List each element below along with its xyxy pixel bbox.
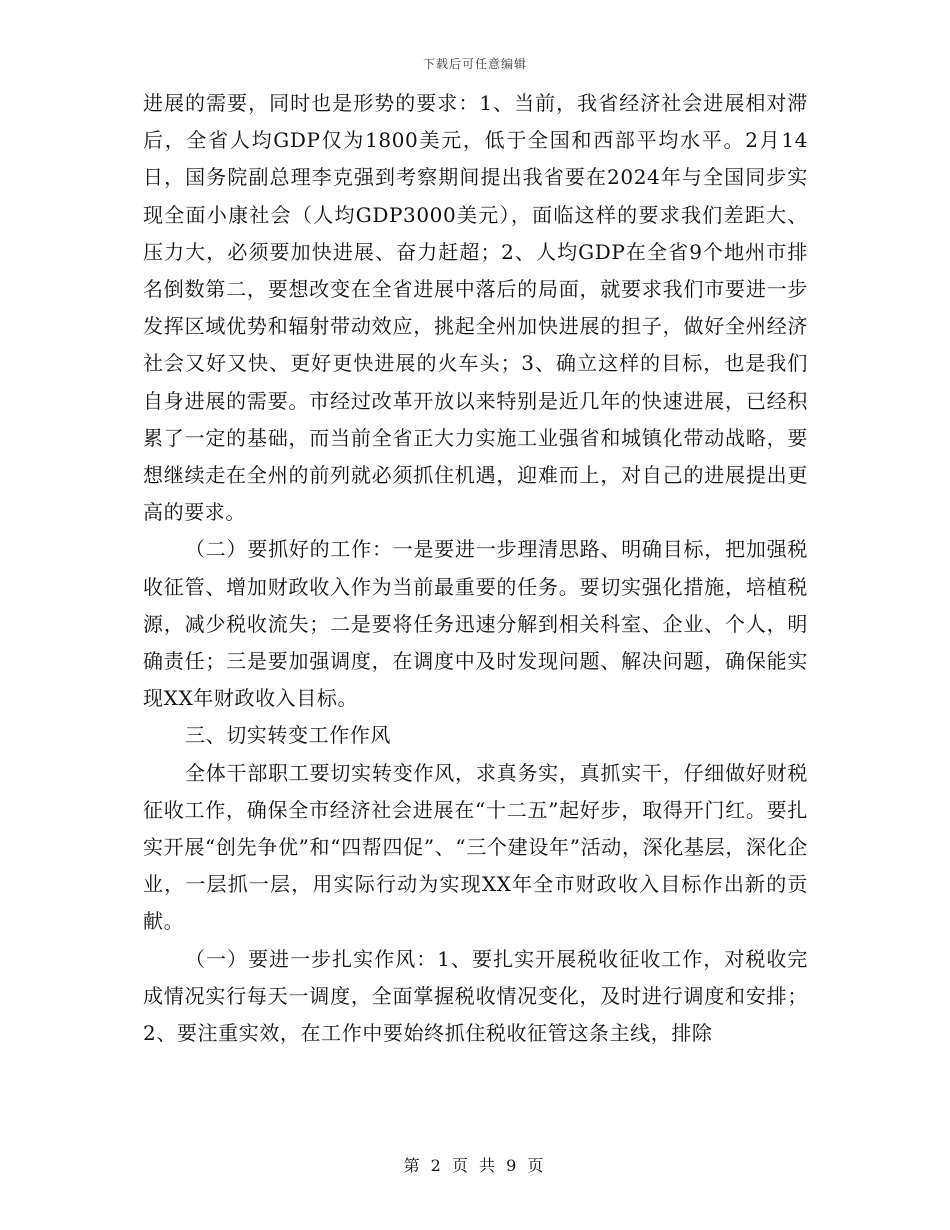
- paragraph-solid-style: （一）要进一步扎实作风：1、要扎实开展税收征收工作，对税收完成情况实行每天一调度，全面掌握税收情况变化，及时进行调度和安排；2、要注重实效，在工作中要始终抓住税收征管这条主线，排除: [143, 946, 808, 1046]
- paragraph-key-work: （二）要抓好的工作：一是要进一步理清思路、明确目标，把加强税收征管、增加财政收入作为当前最重要的任务。要切实强化措施，培植税源，减少税收流失；二是要将任务迅速分解到相关科室、企业、个人，明确责任；三是要加强调度，在调度中及时发现问题、解决问题，确保能实现XX年财政收入目标。: [143, 537, 808, 711]
- paragraph-development-needs: 进展的需要，同时也是形势的要求：1、当前，我省经济社会进展相对滞后，全省人均GDP仅为1800美元，低于全国和西部平均水平。2月14日，国务院副总理李克强到考察期间提出我省要在2024年与全国同步实现全面小康社会（人均GDP3000美元），面临这样的要求我们差距大、压力大，必须要加快进展、奋力赶超；2、人均GDP在全省9个地州市排名倒数第二，要想改变在全省进展中落后的局面，就要求我们市要进一步发挥区域优势和辐射带动效应，挑起全州加快进展的担子，做好全州经济社会又好又快、更好更快进展的火车头；3、确立这样的目标，也是我们自身进展的需要。市经过改革开放以来特别是近几年的快速进展，已经积累了一定的基础，而当前全省正大力实施工业强省和城镇化带动战略，要想继续走在全州的前列就必须抓住机遇，迎难而上，对自己的进展提出更高的要求。: [143, 91, 808, 525]
- document-body: [143, 85, 808, 1052]
- header-note: 下载后可任意编辑: [422, 57, 527, 71]
- paragraph-work-style: 全体干部职工要切实转变作风，求真务实，真抓实干，仔细做好财税征收工作，确保全市经济社会进展在“十二五”起好步，取得开门红。要扎实开展“创先争优”和“四帮四促”、“三个建设年”活动，深化基层，深化企业，一层抓一层，用实际行动为实现XX年全市财政收入目标作出新的贡献。: [143, 760, 808, 934]
- section-heading-work-style: 三、切实转变工作作风: [185, 723, 391, 748]
- page-number: 第 2 页 共 9 页: [403, 1156, 547, 1175]
